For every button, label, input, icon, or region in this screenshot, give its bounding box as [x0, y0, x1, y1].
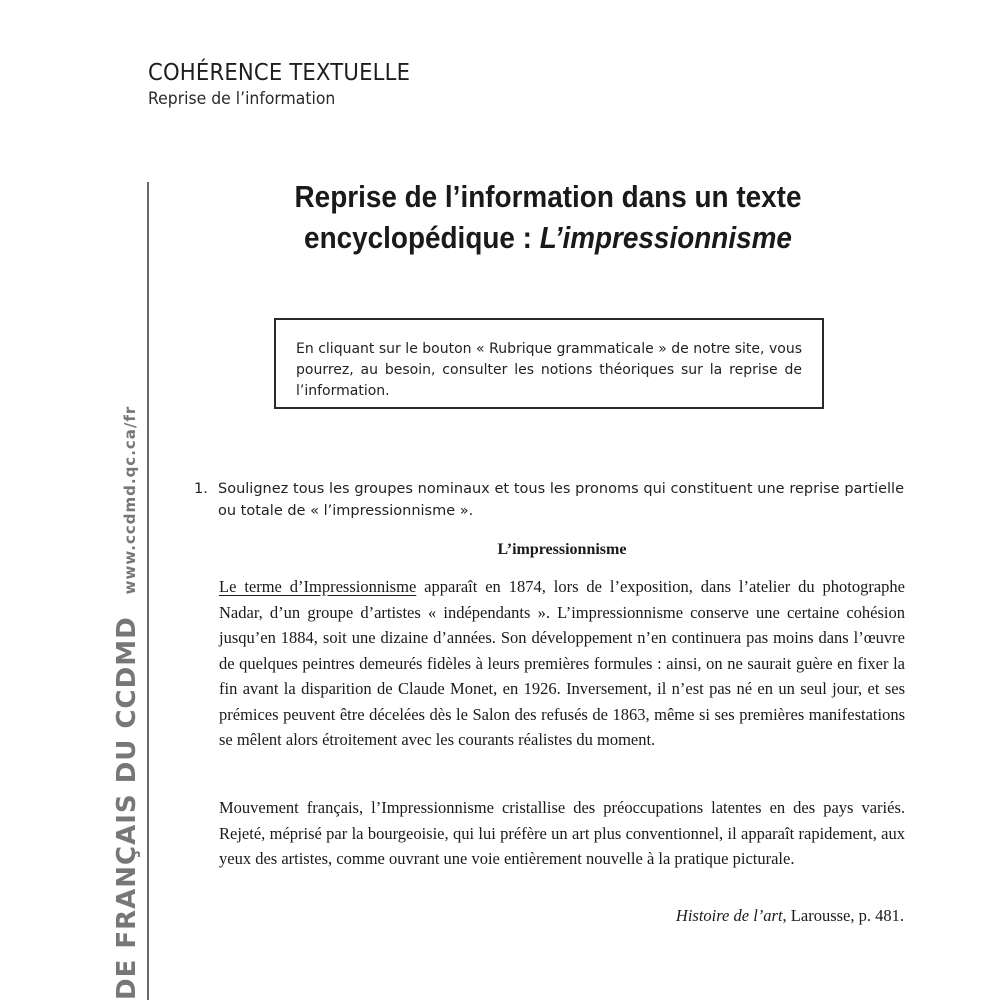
section-subtitle: Reprise de l’information: [148, 89, 336, 109]
paragraph-2-text: Mouvement français, l’Impressionnisme cristallise des préoccupations latentes en des pays variés. Rejeté, méprisé par la bourgeoisie, qui lui préfère un art plus conventionnel, il apparaît rapidement, aux yeux des artistes, comme ouvrant une voie entièrement nouvelle à la pratique picturale.: [219, 798, 905, 868]
citation-title: Histoire de l’art: [675, 906, 783, 925]
underlined-phrase: Le terme d’Impressionnisme: [219, 577, 417, 596]
passage-title: L’impressionnisme: [497, 541, 627, 558]
exercise-number: 1.: [194, 481, 208, 497]
paragraph-1-text: apparaît en 1874, lors de l’exposition, dans l’atelier du photographe Nadar, d’un groupe d’artistes « indépendants ». L’impressionnisme conserve une certaine cohésion jusqu’en 1884, soit une dizaine d’années. Son développement n’en continuera pas moins dans l’œuvre de quelques peintres demeurés fidèles à leurs premières formules : ainsi, on ne saurait guère en fixer la fin avant la disparition de Claude Monet, en 1926. Inversement, il n’est pas né en un seul jour, et ses prémices peuvent être décelées dès le Salon des refusés de 1863, même si ses premières manifestations se mêlent alors étroitement avec les courants réalistes du moment.: [219, 577, 905, 749]
exercise-instruction: [194, 478, 904, 522]
banner-url: www.ccdmd.qc.ca/fr: [121, 405, 139, 595]
vertical-divider: [147, 182, 149, 1000]
banner-organization: DE FRANÇAIS DU CCDMD: [112, 616, 142, 1000]
title-line-2-prefix: encyclopédique :: [304, 220, 540, 255]
passage-paragraph-1: [219, 574, 905, 753]
note-text: En cliquant sur le bouton « Rubrique grammaticale » de notre site, vous pourrez, au besoin, consulter les notions théoriques sur la reprise de l’information.: [296, 341, 802, 399]
citation-rest: , Larousse, p. 481.: [782, 906, 904, 925]
passage-paragraph-2: [219, 795, 905, 872]
side-banner: [112, 406, 142, 1000]
exercise-text: Soulignez tous les groupes nominaux et tous les pronoms qui constituent une reprise partielle ou totale de « l’impressionnisme ».: [218, 481, 904, 519]
source-citation: [676, 906, 904, 926]
title-line-2-italic: L’impressionnisme: [539, 220, 792, 255]
page-title: [253, 176, 843, 258]
section-header: [148, 62, 433, 108]
section-title: COHÉRENCE TEXTUELLE: [148, 60, 411, 86]
title-line-1: Reprise de l’information dans un texte: [294, 179, 802, 214]
note-box: [274, 318, 824, 409]
